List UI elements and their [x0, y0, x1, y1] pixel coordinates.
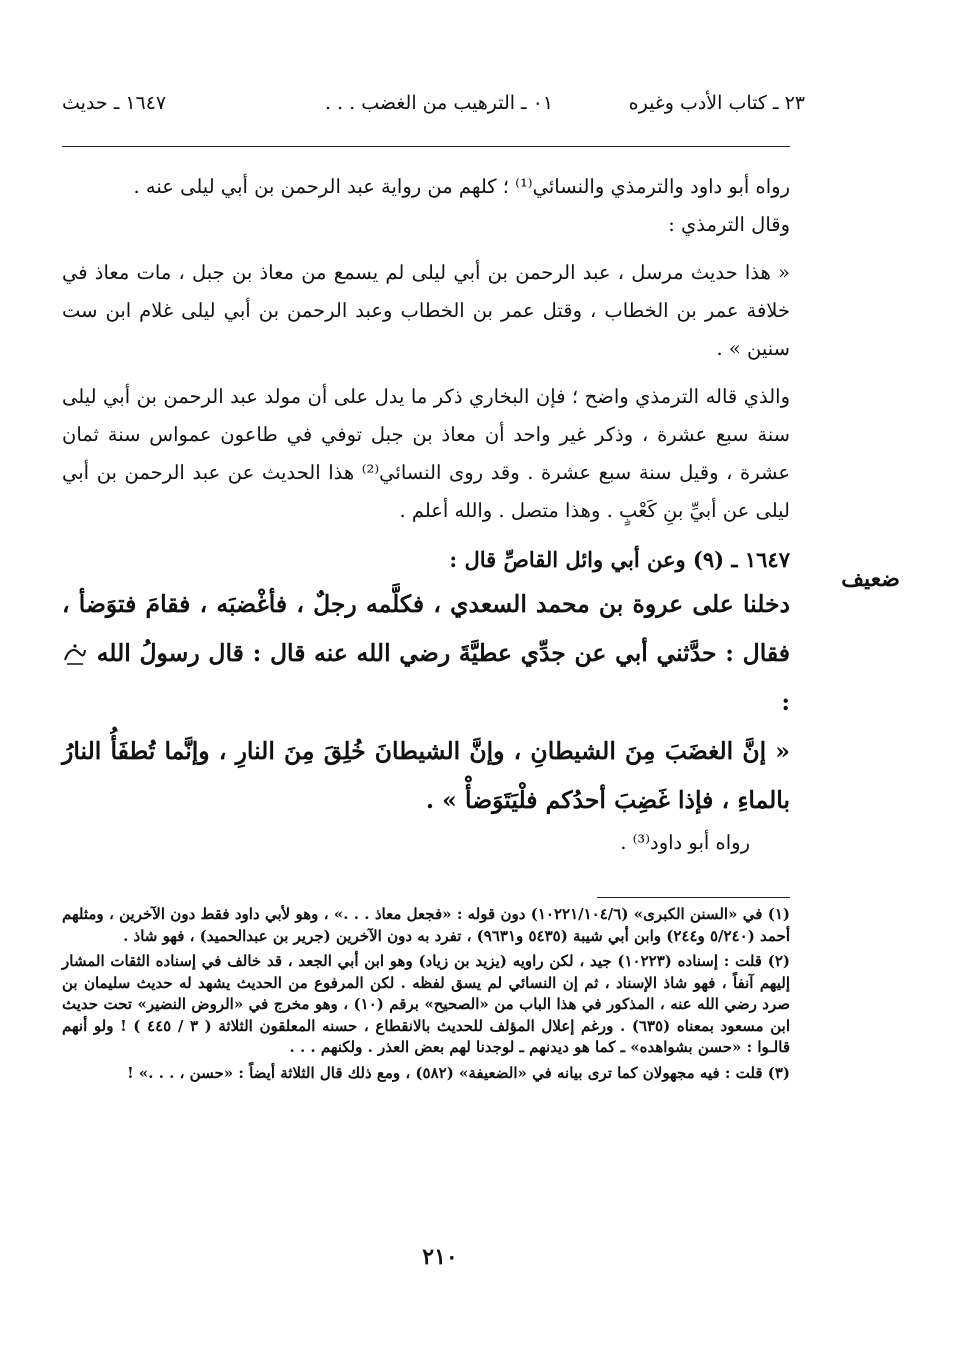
page-number: ٢١٠ — [422, 1244, 458, 1270]
footnote-1: (١) في «السنن الكبرى» (١٠٢٢١/١٠٤/٦) دون قوله : «فجعل معاذ . . .» ، وهو لأبي داود فقط دون الآخرين ، ومثلهم أحمد (٥/٢٤٠ و٢٤٤) وابن أبي شيبة (٥٤٣٥ و٩٦٣١) ، تفرد به دون الآخرين (جرير بن عبدالحميد) ، فهو شاذ . — [62, 905, 790, 945]
salawat-ligature-icon — [62, 642, 88, 668]
paragraph-tirmidhi-intro: وقال الترمذي : — [668, 213, 790, 236]
paragraph-commentary: والذي قاله الترمذي واضح ؛ فإن البخاري ذكر ما يدل على أن مولد عبد الرحمن بن أبي ليلى سنة سبع عشرة ، وذكر غير واحد أن معاذ بن جبل توفي في طاعون عمواس سنة ثمان عشرة ، وقيل سنة سبع عشرة . وقد روى النسائي⁽²⁾ هذا الحديث عن عبد الرحمن بن أبي ليلى عن أبيِّ بنِ كَعْبٍ . وهذا متصل . والله أعلم . — [62, 385, 790, 522]
footnotes — [62, 904, 790, 1088]
paragraph-narration: رواه أبو داود والترمذي والنسائي⁽¹⁾ ؛ كلهم من رواية عبد الرحمن بن أبي ليلى عنه . — [133, 175, 790, 198]
hadith-number-heading: ١٦٤٧ ـ (٩) وعن أبي وائل القاصِّ قال : — [449, 547, 790, 572]
running-header-hadith: ١٦٤٧ ـ حديث — [62, 92, 167, 114]
footnote-3: (٣) قلت : فيه مجهولان كما ترى بيانه في «الضعيفة» (٥٨٢) ، ومع ذلك قال الثلاثة أيضاً : «حسن ، . . .» ! — [127, 1063, 790, 1082]
hadith-text-body: دخلنا على عروة بن محمد السعدي ، فكلَّمه رجلٌ ، فأغْضبَه ، فقامَ فتوَضأ ، فقال : حدَّثني أبي عن جدِّي عطيَّةَ رضي الله عنه قال : قال رسولُ الله — [62, 590, 790, 667]
running-header-chapter: ٢٣ ـ كتاب الأدب وغيره — [628, 92, 805, 114]
hadith-text — [62, 580, 790, 727]
hadith-grade-label: ضعيف — [841, 566, 900, 592]
footnote-divider — [597, 897, 790, 898]
hadith-text-end: : — [781, 688, 790, 716]
header-divider — [62, 146, 790, 147]
main-text — [62, 168, 790, 861]
source-attribution: رواه أبو داود⁽³⁾ . — [620, 831, 750, 854]
footnote-2: (٢) قلت : إسناده (١٠٢٢٣) جيد ، لكن راويه (يزيد بن زياد) وهو ابن أبي الجعد ، قد خالف في إسناده الثقات المشار إليهم آنفاً ، فهو شاذ الإسناد ، ثم إن النسائي لم يسق لفظه . لكن المرفوع من الحديث يشهد له حديث سليمان بن صرد رضي الله عنه ، المذكور في هذا الباب من «الصحيح» برقم (١٠) ، وهو مخرج في «الروض النضير» تحت حديث ابن مسعود بمعناه (٦٣٥) . ورغم إعلال المؤلف للحديث بالانقطاع ، حسنه المعلقون الثلاثة ( ٣ / ٤٤٥ ) ! ولو أنهم قالـوا : «حسن بشواهده» ـ كما هو ديدنهم ـ لوجدنا لهم بعض العذر . ولكنهم . . . — [62, 952, 790, 1056]
prophetic-quote: « إنَّ الغضَبَ مِنَ الشيطانِ ، وإنَّ الشيطانَ خُلِقَ مِنَ النارِ ، وإنَّما تُطفَأُ النارُ بالماءِ ، فإذا غَضِبَ أحدُكم فلْيَتَوَضأْ » . — [62, 737, 790, 814]
paragraph-tirmidhi-quote: « هذا حديث مرسل ، عبد الرحمن بن أبي ليلى لم يسمع من معاذ بن جبل ، مات معاذ في خلافة عمر بن الخطاب ، وقتل عمر بن الخطاب وعبد الرحمن بن أبي ليلى غلام ابن ست سنين » . — [62, 261, 790, 360]
running-header-section: ٠١ ـ الترهيب من الغضب . . . — [325, 92, 554, 114]
